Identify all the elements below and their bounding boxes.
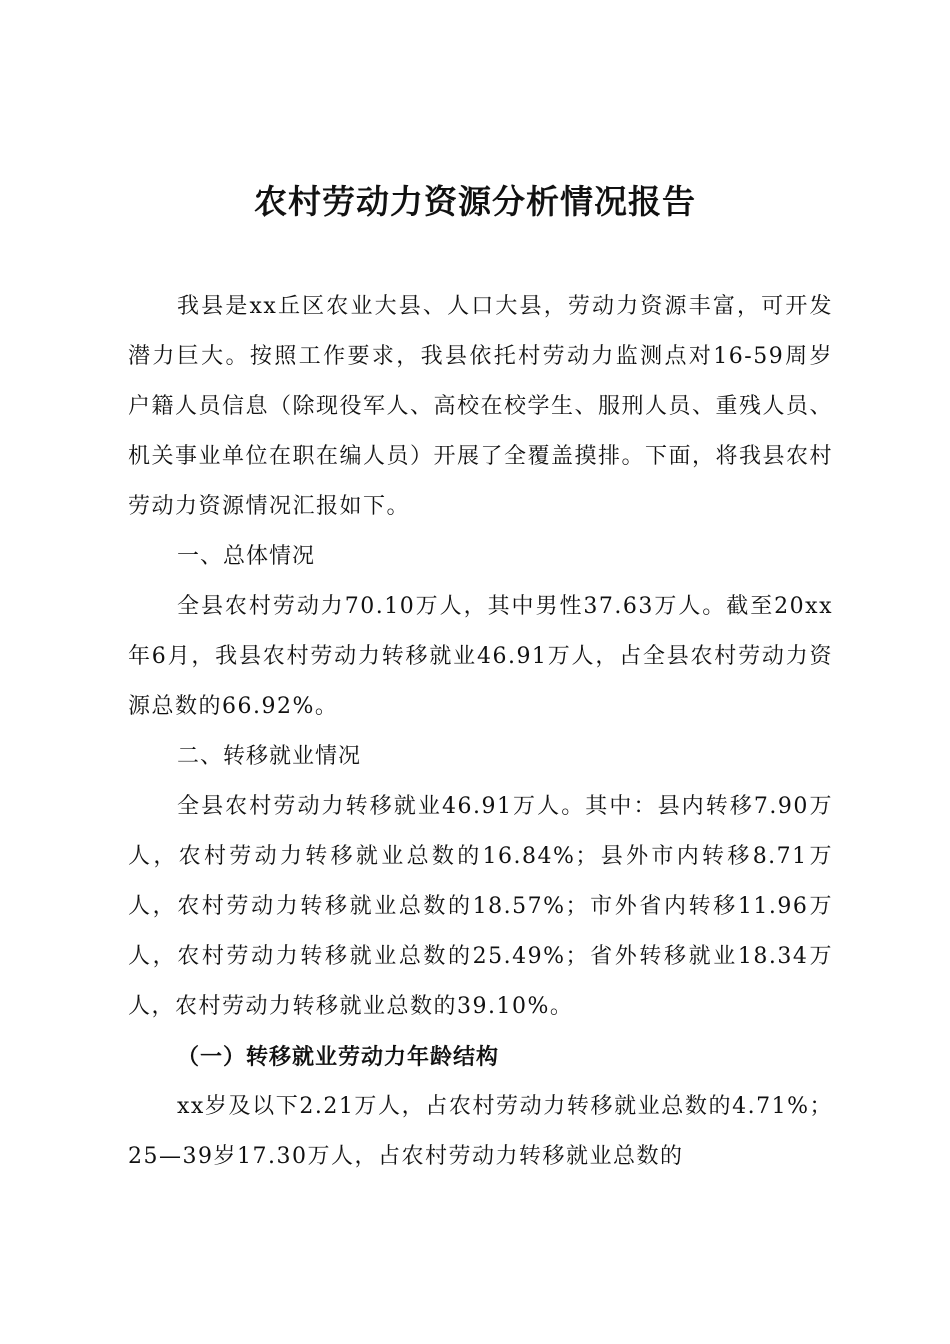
intro-paragraph: 我县是xx丘区农业大县、人口大县，劳动力资源丰富，可开发潜力巨大。按照工作要求，我县依托村劳动力监测点对16-59周岁户籍人员信息（除现役军人、高校在校学生、服刑人员、重残人员、机关事业单位在职在编人员）开展了全覆盖摸排。下面，将我县农村劳动力资源情况汇报如下。 — [128, 294, 834, 519]
section-heading-overall: 一、总体情况 — [177, 544, 316, 569]
transfer-paragraph: 全县农村劳动力转移就业46.91万人。其中：县内转移7.90万人，农村劳动力转移就业总数的16.84%；县外市内转移8.71万人，农村劳动力转移就业总数的18.57%；市外省内转移11.96万人，农村劳动力转移就业总数的25.49%；省外转移就业18.34万人，农村劳动力转移就业总数的39.10%。 — [128, 794, 833, 1019]
overall-paragraph: 全县农村劳动力70.10万人，其中男性37.63万人。截至20xx年6月，我县农村劳动力转移就业46.91万人，占全县农村劳动力资源总数的66.92%。 — [128, 594, 833, 719]
age-paragraph: xx岁及以下2.21万人，占农村劳动力转移就业总数的4.71%；25—39岁17.30万人，占农村劳动力转移就业总数的 — [128, 1094, 833, 1169]
subsection-heading-age: （一）转移就业劳动力年龄结构 — [177, 1044, 500, 1070]
document-body — [128, 282, 833, 1182]
section-heading-transfer: 二、转移就业情况 — [177, 744, 362, 769]
document-title: 农村劳动力资源分析情况报告 — [254, 182, 696, 221]
